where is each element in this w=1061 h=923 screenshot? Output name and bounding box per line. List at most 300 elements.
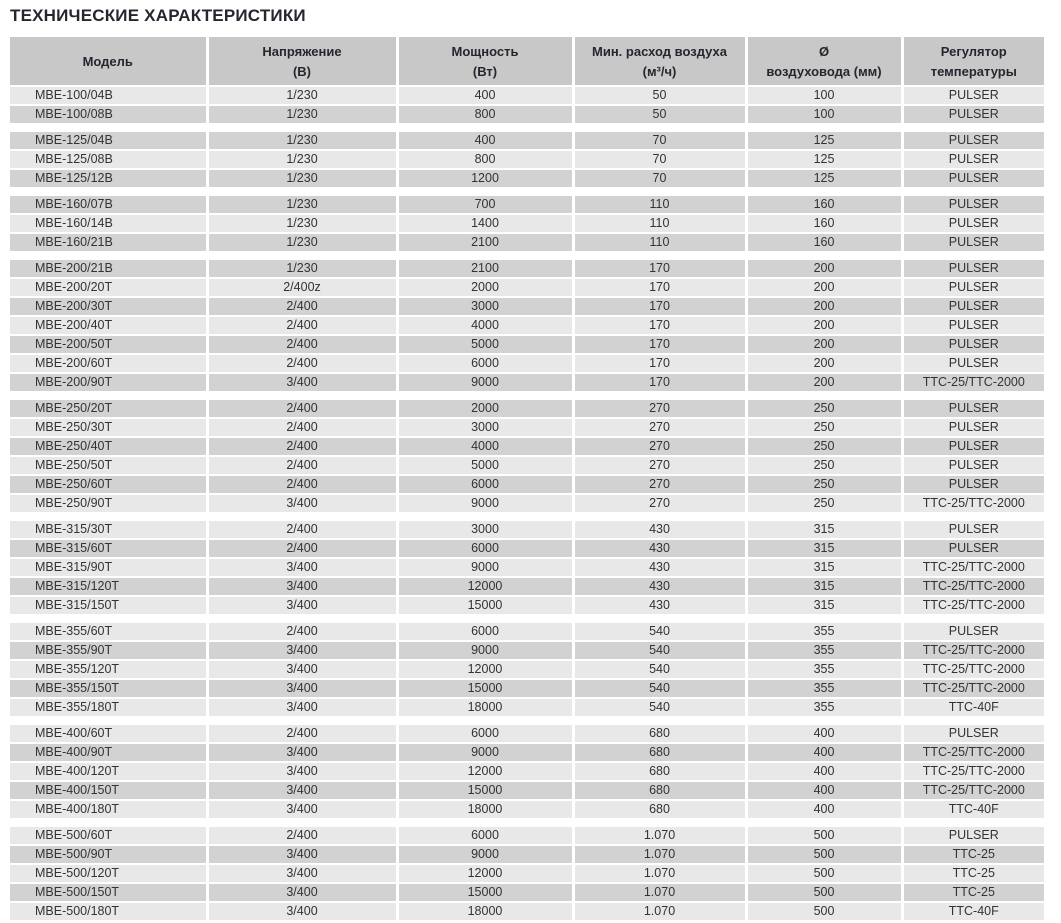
cell-power: 2100 xyxy=(397,233,573,252)
cell-reg: TTC-25 xyxy=(902,883,1044,902)
cell-diam: 200 xyxy=(746,278,902,297)
column-header-model xyxy=(10,37,207,86)
cell-voltage: 3/400 xyxy=(207,494,397,513)
table-row xyxy=(10,520,1044,539)
group-spacer xyxy=(10,819,1044,826)
cell-airflow: 170 xyxy=(573,373,746,392)
table-row xyxy=(10,883,1044,902)
cell-voltage: 2/400 xyxy=(207,297,397,316)
cell-airflow: 680 xyxy=(573,743,746,762)
cell-power: 6000 xyxy=(397,826,573,845)
cell-model: MBE-400/120T xyxy=(10,762,207,781)
table-row xyxy=(10,494,1044,513)
cell-model: MBE-100/04B xyxy=(10,86,207,105)
cell-power: 15000 xyxy=(397,596,573,615)
cell-diam: 315 xyxy=(746,539,902,558)
cell-reg: PULSER xyxy=(902,214,1044,233)
header-unit: (Вт) xyxy=(472,63,498,79)
cell-reg: PULSER xyxy=(902,724,1044,743)
cell-model: MBE-200/40T xyxy=(10,316,207,335)
cell-airflow: 1.070 xyxy=(573,864,746,883)
table-header xyxy=(10,37,1044,86)
cell-airflow: 70 xyxy=(573,169,746,188)
cell-power: 9000 xyxy=(397,494,573,513)
cell-airflow: 680 xyxy=(573,762,746,781)
cell-diam: 200 xyxy=(746,354,902,373)
cell-airflow: 170 xyxy=(573,335,746,354)
group-spacer-cell xyxy=(10,124,1044,131)
table-body xyxy=(10,86,1044,921)
cell-model: MBE-250/20T xyxy=(10,399,207,418)
cell-voltage: 3/400 xyxy=(207,698,397,717)
table-row xyxy=(10,86,1044,105)
cell-diam: 315 xyxy=(746,558,902,577)
cell-voltage: 3/400 xyxy=(207,883,397,902)
cell-reg: PULSER xyxy=(902,399,1044,418)
header-label: Регулятор xyxy=(940,43,1007,59)
cell-voltage: 3/400 xyxy=(207,800,397,819)
table-row xyxy=(10,354,1044,373)
cell-voltage: 3/400 xyxy=(207,762,397,781)
cell-voltage: 2/400 xyxy=(207,354,397,373)
cell-power: 2100 xyxy=(397,259,573,278)
cell-power: 3000 xyxy=(397,297,573,316)
cell-reg: TTC-25 xyxy=(902,864,1044,883)
cell-power: 18000 xyxy=(397,698,573,717)
cell-diam: 500 xyxy=(746,826,902,845)
column-header-power xyxy=(397,37,573,86)
cell-airflow: 170 xyxy=(573,316,746,335)
cell-model: MBE-500/180T xyxy=(10,902,207,921)
specs-table xyxy=(10,37,1044,922)
cell-diam: 400 xyxy=(746,781,902,800)
table-row xyxy=(10,660,1044,679)
table-row xyxy=(10,902,1044,921)
cell-airflow: 1.070 xyxy=(573,826,746,845)
cell-diam: 160 xyxy=(746,214,902,233)
table-row xyxy=(10,577,1044,596)
cell-model: MBE-200/20T xyxy=(10,278,207,297)
cell-reg: PULSER xyxy=(902,259,1044,278)
cell-voltage: 2/400 xyxy=(207,475,397,494)
cell-airflow: 270 xyxy=(573,494,746,513)
page-title: ТЕХНИЧЕСКИЕ ХАРАКТЕРИСТИКИ xyxy=(10,6,306,25)
cell-voltage: 3/400 xyxy=(207,558,397,577)
table-row xyxy=(10,195,1044,214)
cell-diam: 355 xyxy=(746,698,902,717)
table-row xyxy=(10,826,1044,845)
cell-diam: 160 xyxy=(746,233,902,252)
cell-voltage: 3/400 xyxy=(207,864,397,883)
header-label: Мощность xyxy=(451,43,519,59)
column-header-airflow xyxy=(573,37,746,86)
cell-model: MBE-200/50T xyxy=(10,335,207,354)
header-row xyxy=(10,37,1044,86)
cell-voltage: 1/230 xyxy=(207,214,397,233)
cell-airflow: 540 xyxy=(573,679,746,698)
cell-voltage: 3/400 xyxy=(207,781,397,800)
cell-model: MBE-200/30T xyxy=(10,297,207,316)
cell-airflow: 1.070 xyxy=(573,883,746,902)
cell-voltage: 1/230 xyxy=(207,86,397,105)
cell-model: MBE-200/21B xyxy=(10,259,207,278)
cell-airflow: 270 xyxy=(573,437,746,456)
cell-model: MBE-160/07B xyxy=(10,195,207,214)
table-row xyxy=(10,698,1044,717)
cell-voltage: 2/400 xyxy=(207,520,397,539)
cell-diam: 400 xyxy=(746,743,902,762)
cell-model: MBE-355/180T xyxy=(10,698,207,717)
cell-diam: 355 xyxy=(746,679,902,698)
cell-power: 12000 xyxy=(397,762,573,781)
cell-power: 15000 xyxy=(397,679,573,698)
cell-power: 2000 xyxy=(397,399,573,418)
cell-model: MBE-125/08B xyxy=(10,150,207,169)
table-row xyxy=(10,214,1044,233)
group-spacer-cell xyxy=(10,717,1044,724)
group-spacer-cell xyxy=(10,615,1044,622)
column-header-duct-diameter xyxy=(746,37,902,86)
cell-model: MBE-100/08B xyxy=(10,105,207,124)
cell-voltage: 1/230 xyxy=(207,195,397,214)
table-row xyxy=(10,233,1044,252)
cell-power: 9000 xyxy=(397,743,573,762)
cell-airflow: 50 xyxy=(573,105,746,124)
header-label: Напряжение xyxy=(262,43,342,59)
cell-model: MBE-500/60T xyxy=(10,826,207,845)
group-spacer xyxy=(10,615,1044,622)
group-spacer-cell xyxy=(10,819,1044,826)
cell-airflow: 50 xyxy=(573,86,746,105)
cell-voltage: 2/400 xyxy=(207,437,397,456)
cell-power: 15000 xyxy=(397,883,573,902)
cell-diam: 500 xyxy=(746,883,902,902)
cell-diam: 400 xyxy=(746,724,902,743)
cell-model: MBE-125/12B xyxy=(10,169,207,188)
cell-model: MBE-160/21B xyxy=(10,233,207,252)
table-row xyxy=(10,781,1044,800)
cell-model: MBE-160/14B xyxy=(10,214,207,233)
cell-model: MBE-315/150T xyxy=(10,596,207,615)
cell-diam: 250 xyxy=(746,437,902,456)
cell-diam: 400 xyxy=(746,800,902,819)
cell-voltage: 2/400 xyxy=(207,622,397,641)
cell-reg: PULSER xyxy=(902,335,1044,354)
cell-power: 1200 xyxy=(397,169,573,188)
table-row xyxy=(10,845,1044,864)
cell-power: 5000 xyxy=(397,335,573,354)
cell-airflow: 430 xyxy=(573,577,746,596)
cell-voltage: 1/230 xyxy=(207,105,397,124)
cell-airflow: 170 xyxy=(573,354,746,373)
table-row xyxy=(10,762,1044,781)
cell-model: MBE-400/180T xyxy=(10,800,207,819)
table-row xyxy=(10,743,1044,762)
cell-reg: TTC-25/TTC-2000 xyxy=(902,494,1044,513)
cell-model: MBE-250/50T xyxy=(10,456,207,475)
cell-power: 9000 xyxy=(397,641,573,660)
cell-power: 6000 xyxy=(397,724,573,743)
table-row xyxy=(10,131,1044,150)
cell-model: MBE-250/40T xyxy=(10,437,207,456)
cell-power: 800 xyxy=(397,105,573,124)
cell-diam: 125 xyxy=(746,131,902,150)
cell-model: MBE-400/60T xyxy=(10,724,207,743)
cell-model: MBE-355/120T xyxy=(10,660,207,679)
cell-airflow: 170 xyxy=(573,278,746,297)
cell-voltage: 2/400 xyxy=(207,316,397,335)
group-spacer-cell xyxy=(10,252,1044,259)
cell-power: 12000 xyxy=(397,577,573,596)
cell-diam: 100 xyxy=(746,105,902,124)
table-row xyxy=(10,105,1044,124)
table-row xyxy=(10,539,1044,558)
cell-power: 18000 xyxy=(397,800,573,819)
cell-voltage: 3/400 xyxy=(207,596,397,615)
table-row xyxy=(10,418,1044,437)
table-row xyxy=(10,596,1044,615)
cell-reg: PULSER xyxy=(902,105,1044,124)
cell-voltage: 3/400 xyxy=(207,577,397,596)
cell-voltage: 2/400 xyxy=(207,826,397,845)
cell-model: MBE-400/150T xyxy=(10,781,207,800)
cell-power: 400 xyxy=(397,131,573,150)
cell-airflow: 270 xyxy=(573,399,746,418)
cell-reg: PULSER xyxy=(902,418,1044,437)
cell-reg: PULSER xyxy=(902,475,1044,494)
cell-reg: TTC-25/TTC-2000 xyxy=(902,660,1044,679)
cell-voltage: 2/400 xyxy=(207,539,397,558)
cell-power: 12000 xyxy=(397,660,573,679)
cell-reg: TTC-25/TTC-2000 xyxy=(902,641,1044,660)
cell-model: MBE-315/120T xyxy=(10,577,207,596)
cell-reg: PULSER xyxy=(902,520,1044,539)
cell-reg: TTC-25/TTC-2000 xyxy=(902,781,1044,800)
cell-airflow: 680 xyxy=(573,800,746,819)
cell-voltage: 3/400 xyxy=(207,660,397,679)
cell-model: MBE-250/90T xyxy=(10,494,207,513)
cell-airflow: 430 xyxy=(573,520,746,539)
cell-reg: PULSER xyxy=(902,437,1044,456)
table-row xyxy=(10,150,1044,169)
cell-model: MBE-500/120T xyxy=(10,864,207,883)
group-spacer-cell xyxy=(10,188,1044,195)
group-spacer xyxy=(10,717,1044,724)
cell-model: MBE-355/150T xyxy=(10,679,207,698)
header-label: Мин. расход воздуха xyxy=(592,43,727,59)
cell-diam: 200 xyxy=(746,335,902,354)
table-row xyxy=(10,679,1044,698)
table-row xyxy=(10,259,1044,278)
cell-diam: 500 xyxy=(746,845,902,864)
cell-diam: 500 xyxy=(746,864,902,883)
cell-voltage: 1/230 xyxy=(207,259,397,278)
cell-power: 800 xyxy=(397,150,573,169)
cell-airflow: 270 xyxy=(573,475,746,494)
cell-diam: 125 xyxy=(746,169,902,188)
cell-airflow: 270 xyxy=(573,456,746,475)
cell-model: MBE-315/90T xyxy=(10,558,207,577)
cell-diam: 355 xyxy=(746,660,902,679)
cell-power: 12000 xyxy=(397,864,573,883)
header-unit: температуры xyxy=(930,63,1017,79)
cell-power: 6000 xyxy=(397,475,573,494)
cell-power: 2000 xyxy=(397,278,573,297)
table-row xyxy=(10,724,1044,743)
cell-model: MBE-315/30T xyxy=(10,520,207,539)
cell-reg: TTC-40F xyxy=(902,902,1044,921)
cell-reg: PULSER xyxy=(902,86,1044,105)
cell-model: MBE-355/60T xyxy=(10,622,207,641)
cell-airflow: 110 xyxy=(573,195,746,214)
table-row xyxy=(10,558,1044,577)
cell-power: 6000 xyxy=(397,539,573,558)
cell-reg: PULSER xyxy=(902,539,1044,558)
cell-model: MBE-125/04B xyxy=(10,131,207,150)
cell-reg: PULSER xyxy=(902,826,1044,845)
cell-voltage: 2/400 xyxy=(207,399,397,418)
cell-power: 700 xyxy=(397,195,573,214)
cell-reg: TTC-25/TTC-2000 xyxy=(902,743,1044,762)
cell-power: 9000 xyxy=(397,845,573,864)
group-spacer-cell xyxy=(10,392,1044,399)
cell-voltage: 3/400 xyxy=(207,743,397,762)
cell-reg: TTC-40F xyxy=(902,698,1044,717)
cell-airflow: 540 xyxy=(573,698,746,717)
table-row xyxy=(10,316,1044,335)
cell-diam: 200 xyxy=(746,259,902,278)
cell-diam: 200 xyxy=(746,297,902,316)
cell-airflow: 430 xyxy=(573,539,746,558)
column-header-voltage xyxy=(207,37,397,86)
table-row xyxy=(10,864,1044,883)
cell-reg: TTC-25/TTC-2000 xyxy=(902,577,1044,596)
cell-voltage: 2/400 xyxy=(207,418,397,437)
cell-power: 3000 xyxy=(397,418,573,437)
cell-voltage: 3/400 xyxy=(207,845,397,864)
cell-reg: TTC-25/TTC-2000 xyxy=(902,596,1044,615)
cell-power: 3000 xyxy=(397,520,573,539)
cell-diam: 355 xyxy=(746,641,902,660)
cell-airflow: 430 xyxy=(573,596,746,615)
group-spacer xyxy=(10,124,1044,131)
table-row xyxy=(10,641,1044,660)
cell-voltage: 3/400 xyxy=(207,679,397,698)
cell-reg: PULSER xyxy=(902,131,1044,150)
cell-voltage: 2/400 xyxy=(207,335,397,354)
cell-reg: TTC-25/TTC-2000 xyxy=(902,373,1044,392)
cell-voltage: 1/230 xyxy=(207,150,397,169)
cell-reg: TTC-25 xyxy=(902,845,1044,864)
cell-model: MBE-400/90T xyxy=(10,743,207,762)
cell-power: 4000 xyxy=(397,316,573,335)
table-row xyxy=(10,373,1044,392)
cell-airflow: 430 xyxy=(573,558,746,577)
cell-diam: 250 xyxy=(746,399,902,418)
cell-model: MBE-355/90T xyxy=(10,641,207,660)
cell-voltage: 1/230 xyxy=(207,169,397,188)
cell-airflow: 110 xyxy=(573,233,746,252)
cell-airflow: 270 xyxy=(573,418,746,437)
table-row xyxy=(10,456,1044,475)
cell-model: MBE-250/60T xyxy=(10,475,207,494)
cell-airflow: 540 xyxy=(573,641,746,660)
cell-airflow: 70 xyxy=(573,131,746,150)
cell-voltage: 2/400 xyxy=(207,456,397,475)
cell-diam: 500 xyxy=(746,902,902,921)
header-unit: (м³/ч) xyxy=(642,63,677,79)
table-row xyxy=(10,475,1044,494)
cell-power: 18000 xyxy=(397,902,573,921)
cell-diam: 250 xyxy=(746,494,902,513)
cell-airflow: 680 xyxy=(573,781,746,800)
cell-voltage: 3/400 xyxy=(207,902,397,921)
cell-airflow: 170 xyxy=(573,259,746,278)
cell-voltage: 2/400 xyxy=(207,724,397,743)
table-row xyxy=(10,335,1044,354)
cell-reg: PULSER xyxy=(902,169,1044,188)
table-row xyxy=(10,278,1044,297)
cell-model: MBE-200/60T xyxy=(10,354,207,373)
cell-power: 5000 xyxy=(397,456,573,475)
cell-diam: 250 xyxy=(746,456,902,475)
cell-diam: 355 xyxy=(746,622,902,641)
table-row xyxy=(10,169,1044,188)
cell-reg: PULSER xyxy=(902,354,1044,373)
group-spacer xyxy=(10,392,1044,399)
header-label: Модель xyxy=(82,53,133,69)
cell-power: 1400 xyxy=(397,214,573,233)
cell-airflow: 170 xyxy=(573,297,746,316)
cell-airflow: 540 xyxy=(573,622,746,641)
cell-model: MBE-500/90T xyxy=(10,845,207,864)
cell-reg: TTC-25/TTC-2000 xyxy=(902,679,1044,698)
cell-power: 15000 xyxy=(397,781,573,800)
table-row xyxy=(10,437,1044,456)
cell-power: 9000 xyxy=(397,558,573,577)
cell-diam: 315 xyxy=(746,596,902,615)
group-spacer-cell xyxy=(10,513,1044,520)
cell-reg: PULSER xyxy=(902,456,1044,475)
cell-voltage: 3/400 xyxy=(207,641,397,660)
cell-reg: PULSER xyxy=(902,195,1044,214)
group-spacer xyxy=(10,252,1044,259)
cell-power: 400 xyxy=(397,86,573,105)
cell-model: MBE-315/60T xyxy=(10,539,207,558)
cell-diam: 315 xyxy=(746,520,902,539)
cell-power: 4000 xyxy=(397,437,573,456)
cell-diam: 315 xyxy=(746,577,902,596)
cell-power: 6000 xyxy=(397,354,573,373)
cell-airflow: 1.070 xyxy=(573,845,746,864)
cell-airflow: 70 xyxy=(573,150,746,169)
cell-model: MBE-500/150T xyxy=(10,883,207,902)
diameter-symbol: Ø xyxy=(818,43,830,59)
cell-reg: TTC-25/TTC-2000 xyxy=(902,762,1044,781)
cell-model: MBE-250/30T xyxy=(10,418,207,437)
cell-diam: 250 xyxy=(746,418,902,437)
table-row xyxy=(10,297,1044,316)
cell-diam: 200 xyxy=(746,316,902,335)
cell-model: MBE-200/90T xyxy=(10,373,207,392)
cell-diam: 100 xyxy=(746,86,902,105)
cell-voltage: 3/400 xyxy=(207,373,397,392)
cell-reg: TTC-40F xyxy=(902,800,1044,819)
cell-reg: PULSER xyxy=(902,150,1044,169)
header-unit: воздуховода (мм) xyxy=(766,63,882,79)
cell-power: 6000 xyxy=(397,622,573,641)
cell-diam: 200 xyxy=(746,373,902,392)
